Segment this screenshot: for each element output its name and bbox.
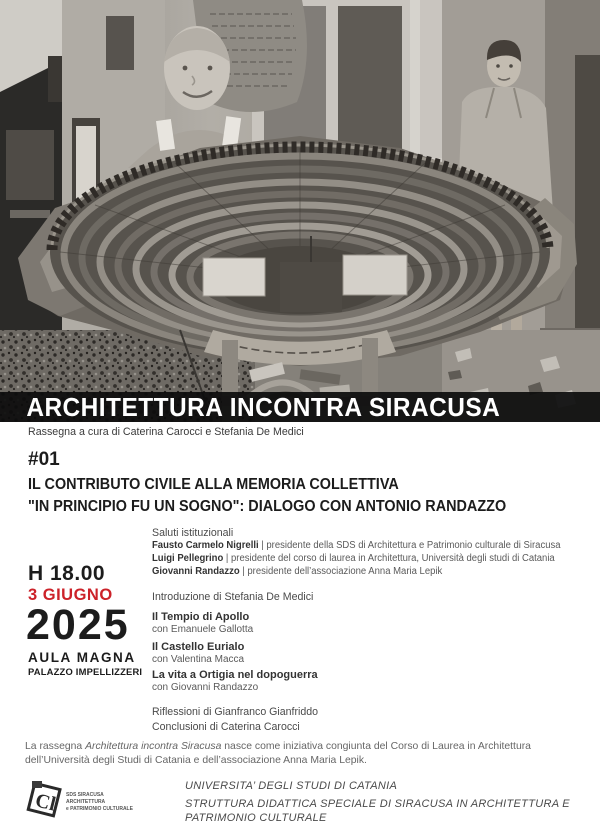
talk-item [152, 611, 253, 635]
note-series-name: Architettura incontra Siracusa [85, 741, 222, 752]
event-number: #01 [28, 449, 60, 470]
speaker-row [152, 566, 442, 577]
talk-item [152, 641, 244, 665]
talk-speaker: con Valentina Macca [152, 654, 245, 665]
speaker-row [152, 553, 555, 564]
note-suffix: nasce come iniziativa congiunta del Corso di Laurea in Architettura dell’Università degli Studi di Catania e dell’associazione Anna Maria Lepik. [25, 741, 531, 766]
speaker-name: Giovanni Randazzo [152, 566, 240, 577]
conclusions-line: Conclusioni di Caterina Carocci [152, 721, 300, 733]
logo-text-line1: SDS SIRACUSA [66, 792, 104, 798]
event-venue: AULA MAGNA [28, 650, 136, 666]
poster-title: ARCHITETTURA INCONTRA SIRACUSA [26, 391, 501, 422]
talk-title: Il Tempio di Apollo [152, 611, 250, 623]
speaker-role: presidente dell’associazione Anna Maria Lepik [247, 566, 443, 577]
event-venue-detail: PALAZZO IMPELLIZZERI [28, 666, 143, 678]
introduction-line: Introduzione di Stefania De Medici [152, 591, 314, 603]
talk-speaker: con Emanuele Gallotta [152, 624, 254, 635]
logo-mark: Cl [33, 789, 58, 816]
title-banner [0, 392, 600, 422]
greetings-label: Saluti istituzionali [152, 527, 234, 539]
reflections-line: Riflessioni di Gianfranco Gianfriddo [152, 706, 319, 718]
speaker-name: Fausto Carmelo Nigrelli [152, 540, 259, 551]
speaker-name: Luigi Pellegrino [152, 553, 224, 564]
curators-caption: Rassegna a cura di Caterina Carocci e Stefania De Medici [28, 426, 304, 438]
event-date: 3 GIUGNO [28, 586, 113, 605]
event-year: 2025 [26, 601, 130, 650]
structure-name: STRUTTURA DIDATTICA SPECIALE DI SIRACUSA IN ARCHITETTURA E PATRIMONIO CULTURALE [185, 798, 570, 822]
speaker-role: presidente del corso di laurea in Architettura, Università degli studi di Catania [231, 553, 555, 564]
talk-title: Il Castello Eurialo [152, 641, 245, 653]
initiative-note [25, 740, 579, 767]
logo-text-line2: ARCHITETTURA [66, 799, 106, 805]
event-title-line2: "IN PRINCIPIO FU UN SOGNO": DIALOGO CON ANTONIO RANDAZZO [28, 498, 507, 515]
note-prefix: La rassegna [25, 741, 86, 752]
separator: | [223, 553, 232, 564]
talk-speaker: con Giovanni Randazzo [152, 682, 259, 693]
talk-item [152, 669, 318, 693]
datetime-block [28, 563, 158, 677]
sds-logo [26, 779, 156, 821]
event-title-line1: IL CONTRIBUTO CIVILE ALLA MEMORIA COLLETTIVA [28, 476, 399, 493]
separator: | [258, 540, 267, 551]
talk-title: La vita a Ortigia nel dopoguerra [152, 669, 318, 681]
event-time: H 18.00 [28, 562, 106, 585]
university-name: UNIVERSITA’ DEGLI STUDI DI CATANIA [185, 780, 398, 792]
separator: | [239, 566, 248, 577]
speaker-role: presidente della SDS di Architettura e Patrimonio culturale di Siracusa [266, 540, 561, 551]
logo-text-line3: e PATRIMONIO CULTURALE [66, 806, 133, 812]
speaker-row [152, 540, 561, 551]
